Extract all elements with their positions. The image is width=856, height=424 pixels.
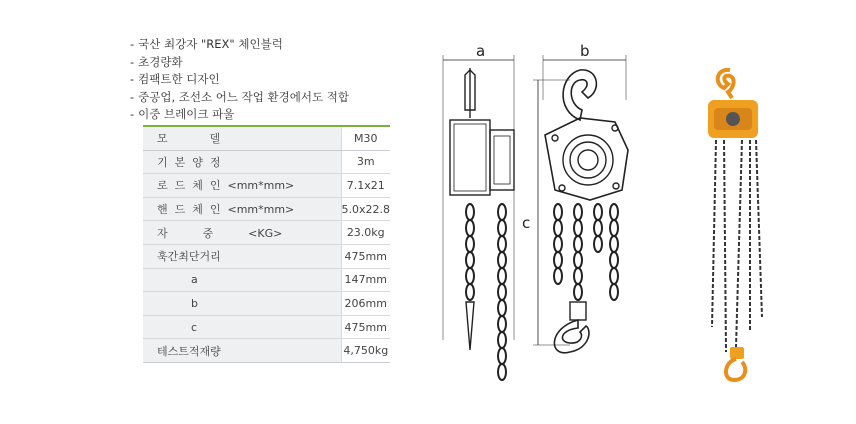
spec-row	[143, 150, 390, 174]
spec-label: c	[143, 315, 341, 339]
spec-row	[143, 339, 390, 363]
spec-value: 5.0x22.8	[341, 197, 390, 221]
dimension-c-label: c	[522, 214, 531, 232]
feature-item: - 국산 최강자 "REX" 체인블럭	[130, 37, 283, 51]
feature-item: - 중공업, 조선소 어느 작업 환경에서도 적합	[130, 89, 349, 104]
spec-label: 로 드 체 인 <mm*mm>	[143, 174, 341, 198]
spec-label: a	[143, 268, 341, 292]
spec-value: M30	[341, 126, 390, 150]
spec-row	[143, 174, 390, 198]
spec-value: 206mm	[341, 292, 390, 316]
spec-row	[143, 244, 390, 268]
chain-block-dimension-drawing	[430, 40, 670, 390]
spec-label: 핸 드 체 인 <mm*mm>	[143, 197, 341, 221]
feature-item: - 초경량화	[130, 54, 183, 69]
spec-label: 기 본 양 정	[143, 150, 341, 174]
dimension-a-label: a	[476, 42, 486, 60]
spec-row	[143, 268, 390, 292]
spec-row	[143, 292, 390, 316]
spec-value: 4,750kg	[341, 339, 390, 363]
spec-value: 475mm	[341, 315, 390, 339]
spec-label: 자 중 <KG>	[143, 221, 341, 245]
spec-label: 모 델	[143, 126, 341, 150]
spec-label: 테스트적재량	[143, 339, 341, 363]
feature-item: - 이중 브레이크 파울	[130, 107, 235, 121]
spec-row-model	[143, 126, 390, 150]
spec-value: 3m	[341, 150, 390, 174]
spec-label: b	[143, 292, 341, 316]
spec-label: 훅간최단거리	[143, 244, 341, 268]
spec-value: 23.0kg	[341, 221, 390, 245]
spec-table	[143, 125, 390, 363]
spec-value: 475mm	[341, 244, 390, 268]
chain-hoist-photo	[686, 62, 776, 392]
spec-value: 7.1x21	[341, 174, 390, 198]
spec-row	[143, 221, 390, 245]
feature-item: - 컴팩트한 디자인	[130, 72, 220, 86]
dimension-b-label: b	[580, 42, 590, 60]
spec-row	[143, 315, 390, 339]
spec-row	[143, 197, 390, 221]
spec-value: 147mm	[341, 268, 390, 292]
feature-list	[130, 36, 349, 124]
